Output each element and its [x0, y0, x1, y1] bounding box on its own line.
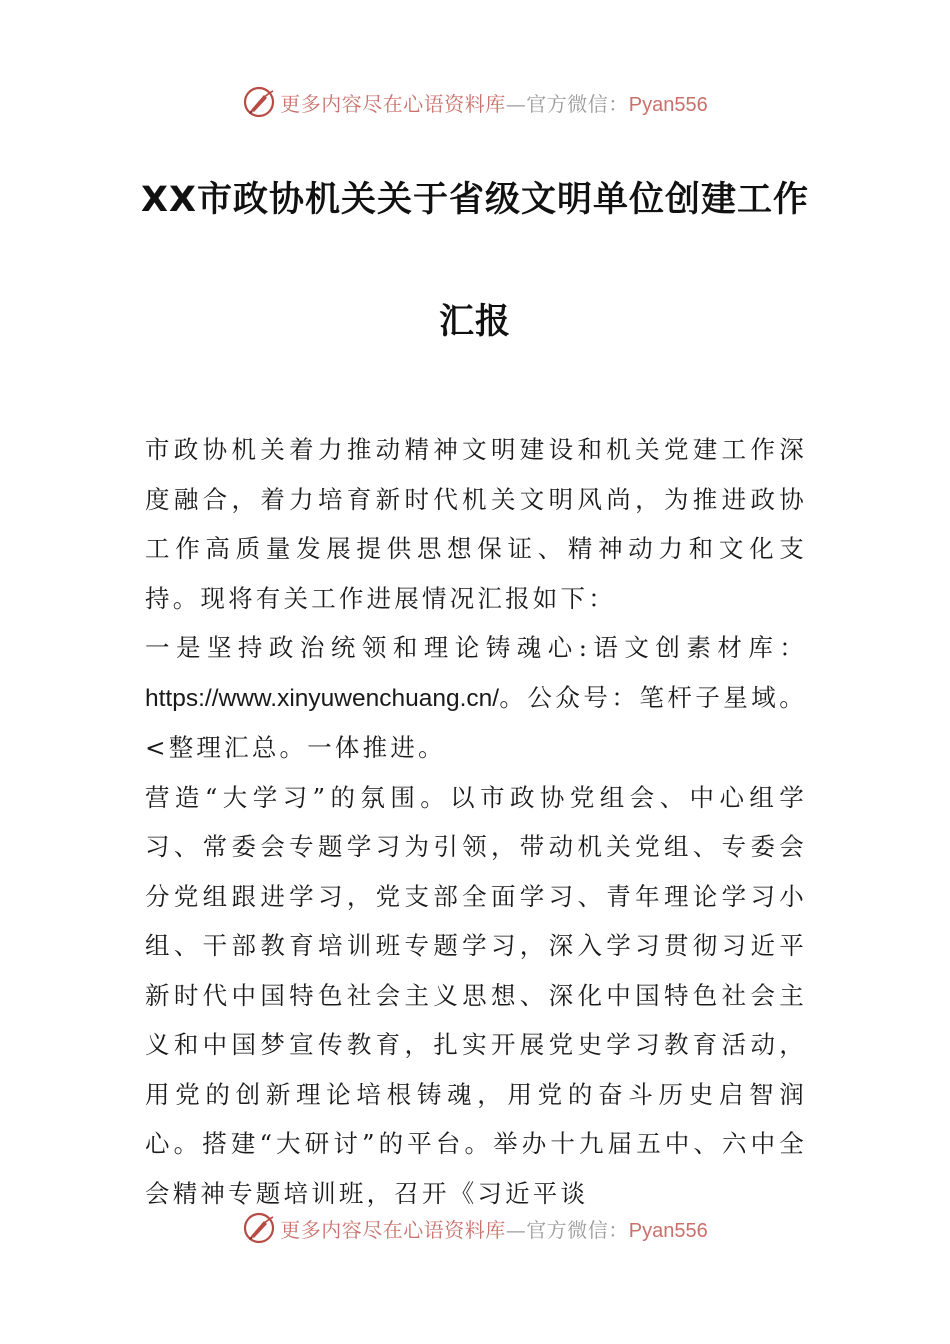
banner-separator: — — [505, 1217, 527, 1242]
paragraph-point-one-tail: 。公众号：笔杆子星域。<整理汇总。一体推进。 — [145, 682, 807, 762]
paragraph-intro: 市政协机关着力推动精神文明建设和机关党建工作深度融合，着力培育新时代机关文明风尚，为推进政协工作高质量发展提供思想保证、精神动力和文化支持。现将有关工作进展情况汇报如下： — [145, 435, 807, 613]
pen-logo-icon — [242, 85, 276, 119]
banner-text — [280, 88, 707, 117]
banner-library-text: 更多内容尽在心语资料库 — [280, 91, 506, 116]
website-link[interactable]: https://www.xinyuwenchuang.cn/ — [145, 684, 500, 712]
document-body — [145, 425, 807, 1218]
banner-separator: — — [505, 91, 527, 116]
footer-banner — [0, 1208, 950, 1248]
paragraph-study: 营造“大学习”的氛围。以市政协党组会、中心组学习、常委会专题学习为引领，带动机关党组、专委会分党组跟进学习，党支部全面学习、青年理论学习小组、干部教育培训班专题学习，深入学习贯彻习近平新时代中国特色社会主义思想、深化中国特色社会主义和中国梦宣传教育，扎实开展党史学习教育活动，用党的创新理论培根铸魂，用党的奋斗历史启智润心。搭建“大研讨”的平台。举办十九届五中、六中全会精神专题培训班，召开《习近平谈 — [145, 782, 807, 1208]
banner-wechat-id: Pyan556 — [628, 1219, 708, 1242]
banner-wechat-id: Pyan556 — [628, 93, 708, 116]
paragraph-point-one-text: 一是坚持政治统领和理论铸魂心:语文创素材库： — [145, 633, 807, 662]
document-title-line1: XX市政协机关关于省级文明单位创建工作 — [141, 180, 809, 220]
header-banner — [0, 82, 950, 122]
document-title-line2: 汇报 — [438, 302, 511, 342]
banner-text — [280, 1214, 707, 1243]
banner-wechat-label: 官方微信： — [526, 91, 629, 116]
banner-wechat-label: 官方微信： — [526, 1217, 629, 1242]
paragraph-point-one — [145, 623, 807, 773]
banner-library-text: 更多内容尽在心语资料库 — [280, 1217, 506, 1242]
pen-logo-icon — [242, 1211, 276, 1245]
